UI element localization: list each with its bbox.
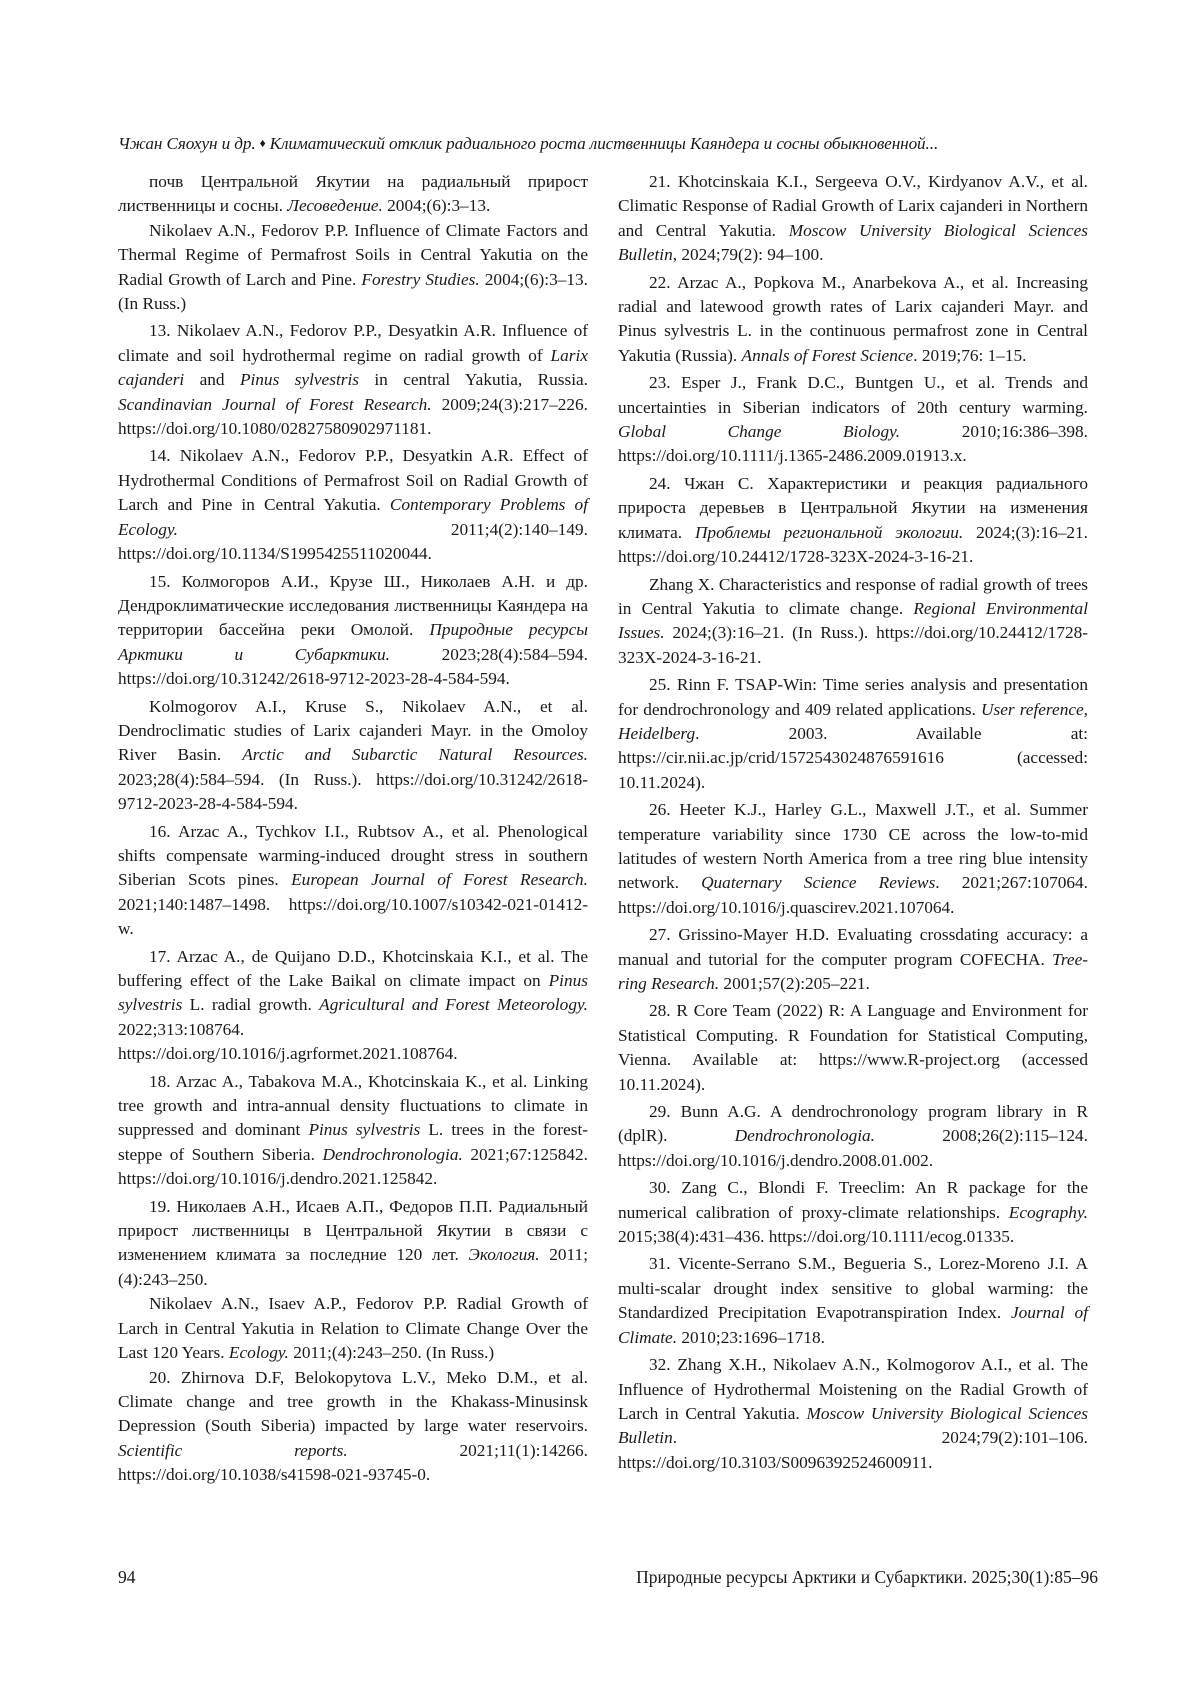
- reference-text: . 2003. Available at: https://cir.nii.ac.jp/crid/1572543024876591616 (accessed: 10.11.2024).: [618, 723, 1088, 792]
- reference-text: 16. Arzac A., Tychkov I.I., Rubtsov A., et al. Phenological shifts compensate warming-induced drought stress in southern Siberian Scots pines.: [118, 821, 588, 890]
- reference-entry: [618, 371, 1088, 469]
- reference-text: Zhang X. Characteristics and response of radial growth of trees in Central Yakutia to climate change.: [618, 574, 1088, 618]
- reference-source-title: Pinus sylvestris: [239, 370, 359, 390]
- reference-text: 13. Nikolaev A.N., Fedorov P.P., Desyatkin A.R. Influence of climate and soil hydrothermal regime on radial growth of: [118, 321, 588, 365]
- reference-source-title: Проблемы региональной экологии.: [694, 522, 964, 542]
- reference-entry: [118, 695, 588, 817]
- reference-source-title: Quaternary Science Reviews: [701, 873, 936, 893]
- reference-source-title: Global Change Biology.: [618, 422, 901, 442]
- reference-text: . 2019;76: 1–15.: [913, 345, 1027, 365]
- reference-text: Nikolaev A.N., Isaev A.P., Fedorov P.P. Radial Growth of Larch in Central Yakutia in Relation to Climate Change Over the Last 120 Years.: [118, 1294, 588, 1363]
- reference-entry: [118, 444, 588, 566]
- reference-text: почв Центральной Якутии на радиальный прирост лиственницы и сосны.: [118, 172, 588, 216]
- reference-text: 2008;26(2):115–124. https://doi.org/10.1016/j.dendro.2008.01.002.: [618, 1126, 1088, 1170]
- reference-entry: [118, 1070, 588, 1192]
- reference-text: 2004;(6):3–13. (In Russ.): [118, 269, 588, 314]
- reference-source-title: Экология.: [468, 1245, 540, 1265]
- reference-text: 2021;67:125842. https://doi.org/10.1016/j.dendro.2021.125842.: [118, 1144, 588, 1189]
- reference-continuation: [118, 170, 588, 219]
- reference-text: 2010;23:1696–1718.: [677, 1327, 825, 1347]
- reference-translation: [118, 219, 588, 317]
- reference-source-title: Regional Environmental Issues.: [618, 598, 1088, 643]
- reference-text: L. radial growth.: [182, 995, 320, 1015]
- reference-text: 24. Чжан С. Характеристики и реакция радиального прироста деревьев в Центральной Якутии на изменения климата.: [618, 473, 1088, 542]
- reference-source-title: European Journal of Forest Research.: [291, 870, 588, 890]
- reference-text: 15. Колмогоров А.И., Крузе Ш., Николаев А.Н. и др. Дендроклиматические исследования лиственницы Каяндера на территории бассейна реки Омолой.: [118, 571, 588, 640]
- running-head-title: Климатический отклик радиального роста лиственницы Каяндера и сосны обыкновенной...: [269, 134, 939, 153]
- reference-source-title: Agricultural and Forest Meteorology.: [319, 995, 588, 1015]
- reference-text: 2010;16:386–398. https://doi.org/10.1111/j.1365-2486.2009.01913.x.: [618, 422, 1088, 466]
- reference-text: 18. Arzac A., Tabakova M.A., Khotcinskaia K., et al. Linking tree growth and intra-annual density fluctuations to climate in suppressed and dominant: [118, 1071, 588, 1140]
- reference-source-title: Larix cajanderi: [118, 345, 588, 390]
- reference-text: 20. Zhirnova D.F, Belokopytova L.V., Meko D.M., et al. Climate change and tree growth in the Khakass-Minusinsk Depression (South Siberia) impacted by large water reservoirs.: [118, 1367, 588, 1436]
- reference-source-title: Ecology.: [228, 1343, 289, 1363]
- right-column: [618, 170, 1088, 1475]
- reference-text: 2023;28(4):584–594. (In Russ.). https://doi.org/10.31242/2618-9712-2023-28-4-584-594.: [118, 769, 588, 814]
- running-head-authors: Чжан Сяохун и др.: [118, 134, 256, 153]
- reference-text: 19. Николаев А.Н., Исаев А.П., Федоров П.П. Радиальный прирост лиственницы в Центральной Якутии в связи с изменением климата за последние 120 лет.: [118, 1196, 588, 1265]
- reference-text: 28. R Core Team (2022) R: A Language and Environment for Statistical Computing. R Foundation for Statistical Computing, Vienna. Available at: https://www.R-project.org (accessed 10.11.2024).: [618, 1001, 1088, 1094]
- reference-text: 30. Zang C., Blondi F. Treeclim: An R package for the numerical calibration of proxy-climate relationships.: [618, 1178, 1088, 1222]
- reference-text: 2022;313:108764. https://doi.org/10.1016/j.agrformet.2021.108764.: [118, 1019, 458, 1064]
- reference-text: 29. Bunn A.G. A dendrochronology program library in R (dplR).: [618, 1102, 1088, 1146]
- reference-text: 2023;28(4):584–594. https://doi.org/10.31242/2618-9712-2023-28-4-584-594.: [118, 644, 588, 689]
- reference-text: 2024;(3):16–21. https://doi.org/10.24412/1728-323X-2024-3-16-21.: [618, 522, 1088, 567]
- reference-entry: [618, 999, 1088, 1097]
- reference-text: 25. Rinn F. TSAP-Win: Time series analysis and presentation for dendrochronology and 409 related applications.: [618, 675, 1088, 719]
- reference-text: 2009;24(3):217–226. https://doi.org/10.1080/02827580902971181.: [118, 394, 588, 439]
- reference-text: and: [184, 370, 240, 390]
- reference-source-title: Ecography.: [1008, 1202, 1088, 1222]
- reference-source-title: User reference, Heidelberg: [618, 699, 1088, 743]
- reference-text: 14. Nikolaev A.N., Fedorov P.P., Desyatkin A.R. Effect of Hydrothermal Conditions of Permafrost Soil on Radial Growth of Larch and Pine in Central Yakutia.: [118, 446, 588, 515]
- reference-text: 2011;4(2):140–149. https://doi.org/10.1134/S1995425511020044.: [118, 519, 588, 564]
- reference-text: 2021;140:1487–1498. https://doi.org/10.1007/s10342-021-01412-w.: [118, 894, 588, 939]
- reference-entry: [118, 1195, 588, 1293]
- reference-source-title: Dendrochronologia.: [734, 1126, 875, 1146]
- reference-text: 17. Arzac A., de Quijano D.D., Khotcinskaia K.I., et al. The buffering effect of the Lake Baikal on climate impact on: [118, 946, 588, 990]
- reference-entry: [618, 1176, 1088, 1249]
- reference-translation: [118, 1366, 588, 1488]
- reference-entry: [118, 945, 588, 1067]
- reference-text: Kolmogorov A.I., Kruse S., Nikolaev A.N., et al. Dendroclimatic studies of Larix cajanderi Mayr. in the Omoloy River Basin.: [118, 696, 588, 765]
- reference-text: Nikolaev A.N., Fedorov P.P. Influence of Climate Factors and Thermal Regime of Permafrost Soils in Central Yakutia on the Radial Growth of Larch and Pine.: [118, 220, 588, 289]
- reference-text: 2011;(4):243–250.: [118, 1245, 589, 1289]
- reference-entry: [618, 472, 1088, 570]
- reference-source-title: Moscow University Biological Sciences Bulletin: [618, 220, 1088, 265]
- reference-text: 2021;11(1):14266. https://doi.org/10.1038/s41598-021-93745-0.: [118, 1440, 588, 1485]
- reference-text: , 2024;79(2): 94–100.: [672, 245, 824, 265]
- reference-text: 27. Grissino-Mayer H.D. Evaluating crossdating accuracy: a manual and tutorial for the computer program COFECHA.: [618, 925, 1088, 969]
- reference-translation: [618, 170, 1088, 268]
- reference-source-title: Лесоведение.: [287, 196, 383, 216]
- reference-text: 2015;38(4):431–436. https://doi.org/10.1111/ecog.01335.: [618, 1227, 1015, 1247]
- reference-entry: [618, 271, 1088, 369]
- reference-source-title: Journal of Climate.: [618, 1303, 1088, 1347]
- reference-text: in central Yakutia, Russia.: [359, 370, 589, 390]
- reference-text: 32. Zhang X.H., Nikolaev A.N., Kolmogorov A.I., et al. The Influence of Hydrothermal Moistening on the Radial Growth of Larch in Central Yakutia.: [618, 1355, 1088, 1423]
- diamond-icon: ♦: [259, 136, 266, 150]
- reference-entry: [618, 673, 1088, 795]
- footer-journal-citation: Природные ресурсы Арктики и Субарктики. 2025;30(1):85–96: [636, 1567, 1098, 1587]
- reference-entry: [618, 798, 1088, 920]
- reference-source-title: Scandinavian Journal of Forest Research.: [118, 394, 432, 414]
- reference-entry: [618, 573, 1088, 671]
- reference-source-title: Moscow University Biological Sciences Bulletin: [618, 1403, 1088, 1448]
- reference-entry: [618, 1100, 1088, 1173]
- reference-source-title: Contemporary Problems of Ecology.: [118, 495, 588, 539]
- reference-translation: [118, 1292, 588, 1365]
- reference-source-title: Arctic and Subarctic Natural Resources.: [242, 745, 589, 765]
- reference-text: 21. Khotcinskaia K.I., Sergeeva O.V., Kirdyanov A.V., et al. Climatic Response of Radial Growth of Larix cajanderi in Northern and Central Yakutia.: [618, 172, 1088, 240]
- reference-text: L. trees in the forest-steppe of Southern Siberia.: [118, 1120, 589, 1164]
- reference-text: . 2024;79(2):101–106. https://doi.org/10.3103/S0096392524600911.: [618, 1428, 1088, 1472]
- reference-entry: [118, 570, 588, 692]
- reference-source-title: Annals of Forest Science: [741, 345, 914, 365]
- reference-text: 2004;(6):3–13.: [382, 196, 491, 216]
- reference-entry: [618, 1353, 1088, 1475]
- reference-source-title: Scientific reports.: [118, 1440, 348, 1460]
- page-number: 94: [118, 1567, 136, 1587]
- reference-source-title: Forestry Studies.: [361, 269, 480, 289]
- reference-text: 26. Heeter K.J., Harley G.L., Maxwell J.T., et al. Summer temperature variability since 1730 CE across the low-to-mid latitudes of western North America from a tree ring blue intensity network.: [618, 800, 1088, 893]
- reference-source-title: Pinus sylvestris: [118, 971, 588, 1015]
- reference-source-title: Pinus sylvestris: [308, 1120, 421, 1140]
- reference-text: 22. Arzac A., Popkova M., Anarbekova A., et al. Increasing radial and latewood growth rates of Larix cajanderi Mayr. and Pinus sylvestris L. in the continuous permafrost zone in Central Yakutia (Russia).: [618, 272, 1088, 365]
- reference-source-title: Природные ресурсы Арктики и Субарктики.: [118, 620, 588, 664]
- reference-text: 2011;(4):243–250. (In Russ.): [288, 1343, 495, 1363]
- reference-entry: [618, 923, 1088, 996]
- reference-entry: [118, 319, 588, 441]
- left-column: [118, 170, 588, 1488]
- reference-text: 23. Esper J., Frank D.C., Buntgen U., et al. Trends and uncertainties in Siberian indicators of 20th century warming.: [618, 373, 1088, 417]
- running-head: [118, 134, 1098, 154]
- reference-text: . 2021;267:107064. https://doi.org/10.1016/j.quascirev.2021.107064.: [618, 873, 1088, 917]
- reference-entry: [618, 1252, 1088, 1350]
- reference-entry: [118, 820, 588, 942]
- reference-text: 2001;57(2):205–221.: [719, 974, 870, 993]
- reference-source-title: Dendrochronologia.: [322, 1144, 463, 1164]
- reference-text: 2024;(3):16–21. (In Russ.). https://doi.org/10.24412/1728-323X-2024-3-16-21.: [618, 623, 1088, 667]
- reference-text: 31. Vicente-Serrano S.M., Begueria S., Lorez-Moreno J.I. A multi-scalar drought index sensitive to global warming: the Standardized Precipitation Evapotranspiration Index.: [618, 1254, 1088, 1323]
- reference-source-title: Tree-ring Research.: [618, 949, 1088, 993]
